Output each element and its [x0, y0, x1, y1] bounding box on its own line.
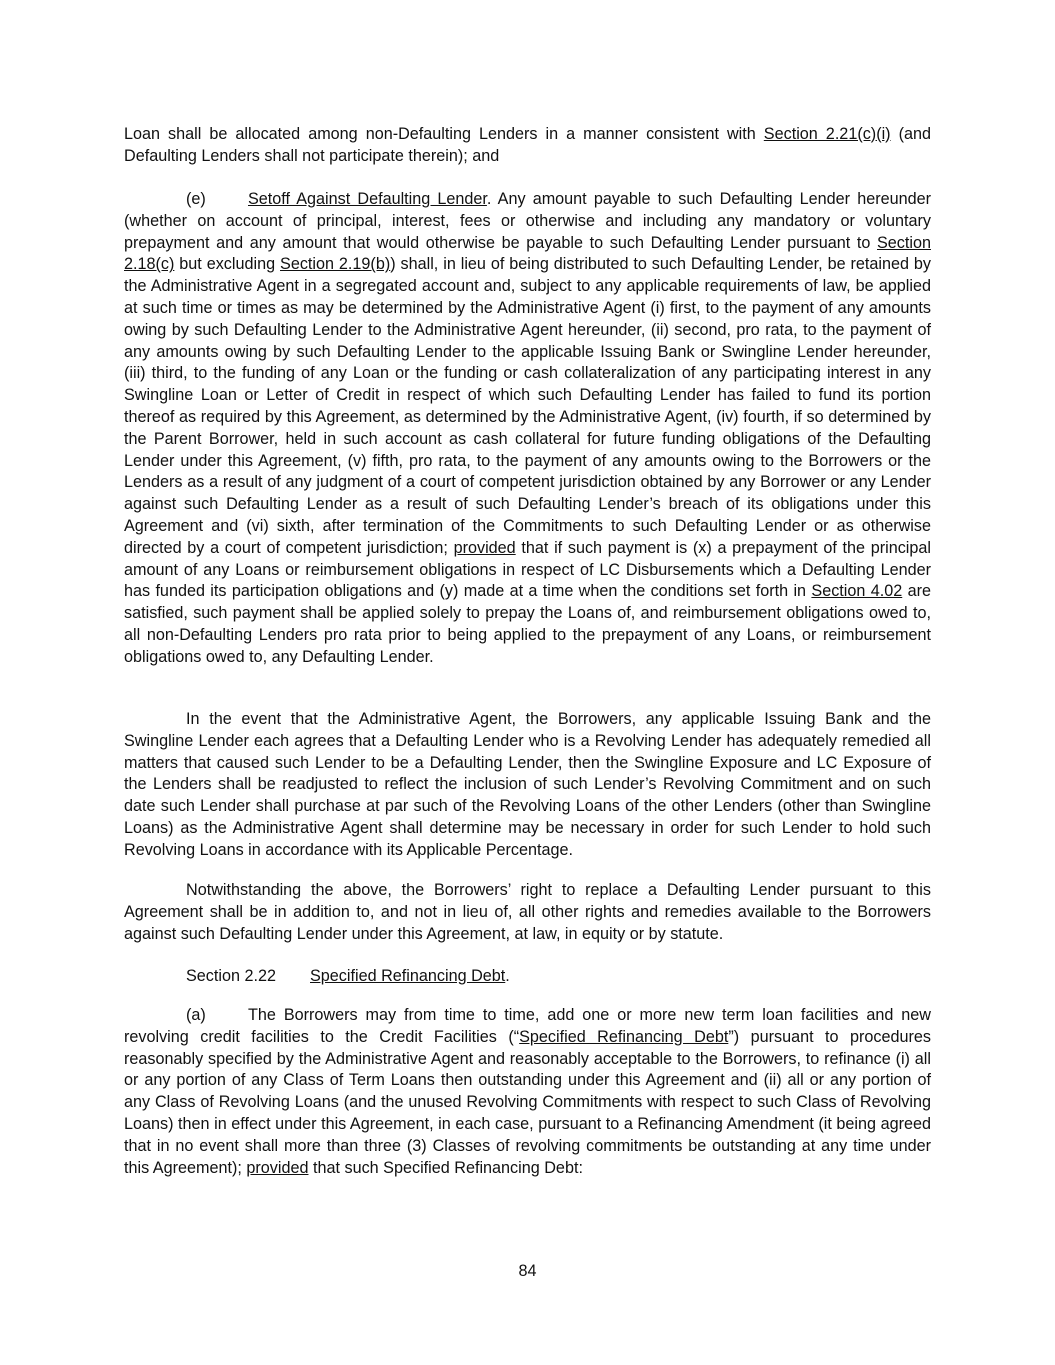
section-reference: Section 2.21(c)(i): [763, 125, 891, 143]
paragraph-text: In the event that the Administrative Agent, the Borrowers, any applicable Issuing Bank and the Swingline Lender each agrees that a Defaulting Lender who is a Revolving Lender has adequately remedied all matters that caused such Lender to be a Defaulting Lender, then the Swingline Exposure and LC Exposure of the Lenders shall be readjusted to reflect the inclusion of such Lender’s Revolving Commitment and on such date such Lender shall purchase at par such of the Revolving Loans of the other Lenders (other than Swingline Loans) as the Administrative Agent shall determine may be necessary in order for such Lender to hold such Revolving Loans in accordance with its Applicable Percentage.: [124, 710, 931, 859]
provided-term: provided: [246, 1158, 309, 1177]
continuation-paragraph: [124, 124, 931, 168]
paragraph-text: . Any amount payable to such Defaulting Lender hereunder (whether on account of principal, interest, fees or otherwise and including any mandatory or voluntary prepayment and any amount that would otherwise be payable to such Defaulting Lender pursuant to: [124, 190, 931, 252]
provided-term: provided: [453, 538, 516, 557]
paragraph-label: (a): [186, 1006, 206, 1024]
paragraph-a: [124, 1005, 931, 1179]
paragraph-text: The Borrowers may from time to time, add one or more new term loan facilities and new revolving credit facilities to the Credit Facilities (“: [124, 1006, 931, 1046]
paragraph-text: that if such payment is (x) a prepayment of the principal amount of any Loans or reimbursement obligations in respect of LC Disbursements which a Defaulting Lender has funded its participation obligations and (y) made at a time when the conditions set forth in: [124, 538, 931, 601]
page-number: 84: [518, 1262, 537, 1280]
section-reference: Section 2.18(c): [124, 233, 931, 274]
section-reference: Section 2.19(b): [280, 255, 391, 274]
paragraph-label: (e): [186, 190, 206, 208]
paragraph-text: ”) pursuant to procedures reasonably specified by the Administrative Agent and reasonably acceptable to the Borrowers, to refinance (i) all or any portion of any Class of Term Loans then outstanding under this Agreement and (ii) all or any portion of any Class of Revolving Loans (and the unused Revolving Commitments with respect to such Class of Revolving Loans) then in effect under this Agreement, in each case, pursuant to a Refinancing Amendment (it being agreed that in no event shall more than three (3) Classes of revolving commitments be outstanding at any time under this Agreement);: [124, 1027, 931, 1177]
paragraph-event: [124, 709, 931, 862]
paragraph-text: Notwithstanding the above, the Borrowers’ right to replace a Defaulting Lender pursuant to this Agreement shall be in addition to, and not in lieu of, all other rights and remedies available to the Borrowers against such Defaulting Lender under this Agreement, at law, in equity or by statute.: [124, 881, 931, 943]
section-number: Section 2.22: [186, 967, 276, 985]
paragraph-notwithstanding: [124, 880, 931, 945]
paragraph-heading: Setoff Against Defaulting Lender: [248, 190, 487, 208]
paragraph-e: [124, 189, 931, 669]
continuation-text: Loan shall be allocated among non-Defaulting Lenders in a manner consistent with: [124, 125, 764, 143]
section-title-period: .: [505, 967, 510, 985]
section-reference: Section 4.02: [811, 582, 903, 601]
section-title: Specified Refinancing Debt: [310, 967, 506, 985]
paragraph-text: that such Specified Refinancing Debt:: [308, 1158, 583, 1177]
paragraph-text: are satisfied, such payment shall be applied solely to prepay the Loans of, and reimbursement obligations owed to, all non-Defaulting Lenders pro rata prior to being applied to the prepayment of any Loans, or reimbursement obligations owed to, any Defaulting Lender.: [124, 582, 931, 666]
continuation-text-end: (and Defaulting Lenders shall not participate therein); and: [124, 125, 931, 165]
defined-term: Specified Refinancing Debt: [519, 1027, 729, 1046]
paragraph-text: but excluding: [174, 255, 281, 274]
section-heading: [124, 966, 931, 988]
paragraph-text: ) shall, in lieu of being distributed to such Defaulting Lender, be retained by the Administrative Agent in a segregated account and, subject to any applicable requirements of law, be applied at such time or times as may be determined by the Administrative Agent (i) first, to the payment of any amounts owing by such Defaulting Lender to the Administrative Agent hereunder, (ii) second, pro rata, to the payment of any amounts owing by such Defaulting Lender to the applicable Issuing Bank or Swingline Lender hereunder, (iii) third, to the funding of any Loan or the funding or cash collateralization of any participating interest in any Swingline Loan or Letter of Credit in respect of which such Defaulting Lender has failed to fund its portion thereof as required by this Agreement, as determined by the Administrative Agent, (iv) fourth, if so determined by the Parent Borrower, held in such account as cash collateral for future funding obligations of the Defaulting Lender under this Agreement, (v) fifth, pro rata, to the payment of any amounts owing to the Borrowers or the Lenders as a result of any judgment of a court of competent jurisdiction obtained by any Borrower or any Lender against such Defaulting Lender as a result of such Defaulting Lender’s breach of its obligations under this Agreement and (vi) sixth, after termination of the Commitments to such Defaulting Lender or as otherwise directed by a court of competent jurisdiction;: [124, 255, 931, 557]
